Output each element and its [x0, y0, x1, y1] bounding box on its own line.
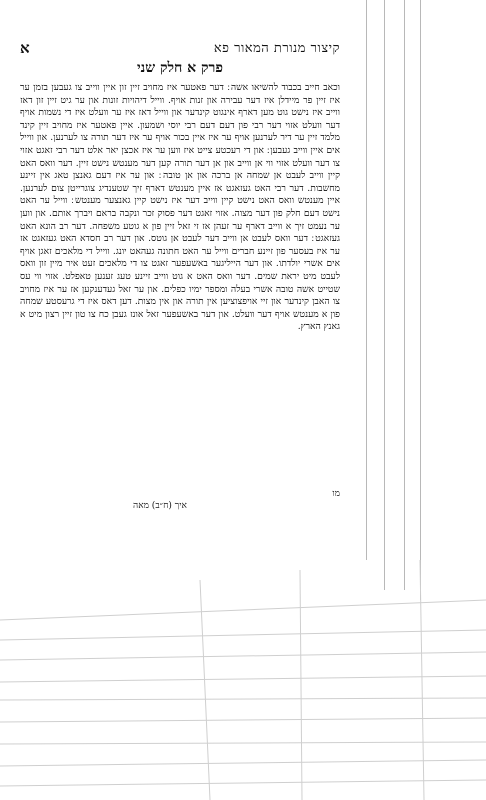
page-edge-line: [384, 0, 385, 590]
running-header: [20, 38, 340, 58]
chapter-heading: פרק א חלק שני: [136, 60, 224, 76]
page-edge-line: [420, 0, 421, 600]
signature-mark: איך (ח״ב) מאה: [133, 501, 187, 511]
body-text: [20, 82, 340, 462]
body-paragraph: וכאב חייב בכבוד להשיאו אשה ׃ דער פאטער איז מחויב זיין זון איין ווייב צו געבען בזמן ער איז זיין פר מיידלן איז דער עבירה און זנות אויף. ווייל דיהויות זונות און ער גיט זיין זון דאז ווייב איז נישט גוט מען דארף אינגוט קינדער און ווייל דאז איז ער וועלט איז די נשמות אויף דער וועלט אזוי דער רבי פון דעם דעם רבי יוסי ושמעון. איין פאטער איז מחויב זיין קינד מלמד זיין ער דיר לערנען אויף ער איז איין בכור אויף ער איז דער תורה צו לערנען. און ווייל אים איין ווייב געבען ׃ און די רעכטע צייט איז ווען ער איז אכצן יאר אלט דער רבי זאגט אזוי צו דער וועלט אזוי ווי אן ווייב און אן דער תורה קען דער מענטש נישט זיין. דער וואס האט קיין ווייב לעבט אן שמחה אן ברכה און אן טובה ׃ און ער איז דעם גאנצן טאג אין זיינע מחשבות. דער רבי האט געזאגט אז איין מענטש דארף זיך שטענדיג צוגרייטן צום לערנען. איין מענטש וואס האט נישט קיין ווייב דער איז נישט קיין גאנצער מענטש ׃ ווייל ער האט נישט דעם חלק פון דער מצוה. אזוי זאגט דער פסוק זכר ונקבה בראם ויברך אותם. און ווען ער נעמט זיך א ווייב דארף ער זעהן אז זי זאל זיין פון א גוטע משפחה. דער רב הונא האט געזאגט ׃ דער וואס לעבט אן ווייב דער לעבט אן גוטס. און דער רב חסדא האט געזאגט אז ער איז בעסער פון זיינע חברים ווייל ער האט חתונה געהאט יונג. ווייל די מלאכים זאגן אויף אים אשרי יולדתו. און דער הייליגער באשעפער זאגט צו די מלאכים זעט איר מיין זון וואס לעבט מיט יראת שמים. דער וואס האט א גוט ווייב זיינע טעג זענען טאפלט. אזוי ווי עס שטייט אשה טובה אשרי בעלה ומספר ימיו כפלים. און ער זאל געדענקען אז ער איז מחויב צו האבן קינדער און זיי אויפצוציען אין תורה און אין מצות. דען דאס איז די גרעסטע שמחה פון א מענטש אויף דער וועלט. און דער באשעפער זאל אונז געבן כח צו טון זיין רצון מיט א גאנץ הארץ.: [20, 82, 340, 333]
page-number: מו: [332, 489, 340, 499]
running-title: קיצור מנורת המאור פא: [213, 41, 340, 56]
scan-artifact-lines: [0, 560, 486, 800]
page-edge-line: [404, 0, 405, 590]
page-footer: [20, 488, 340, 499]
page-edge-line: [366, 0, 367, 560]
folio-letter: א: [20, 38, 30, 57]
